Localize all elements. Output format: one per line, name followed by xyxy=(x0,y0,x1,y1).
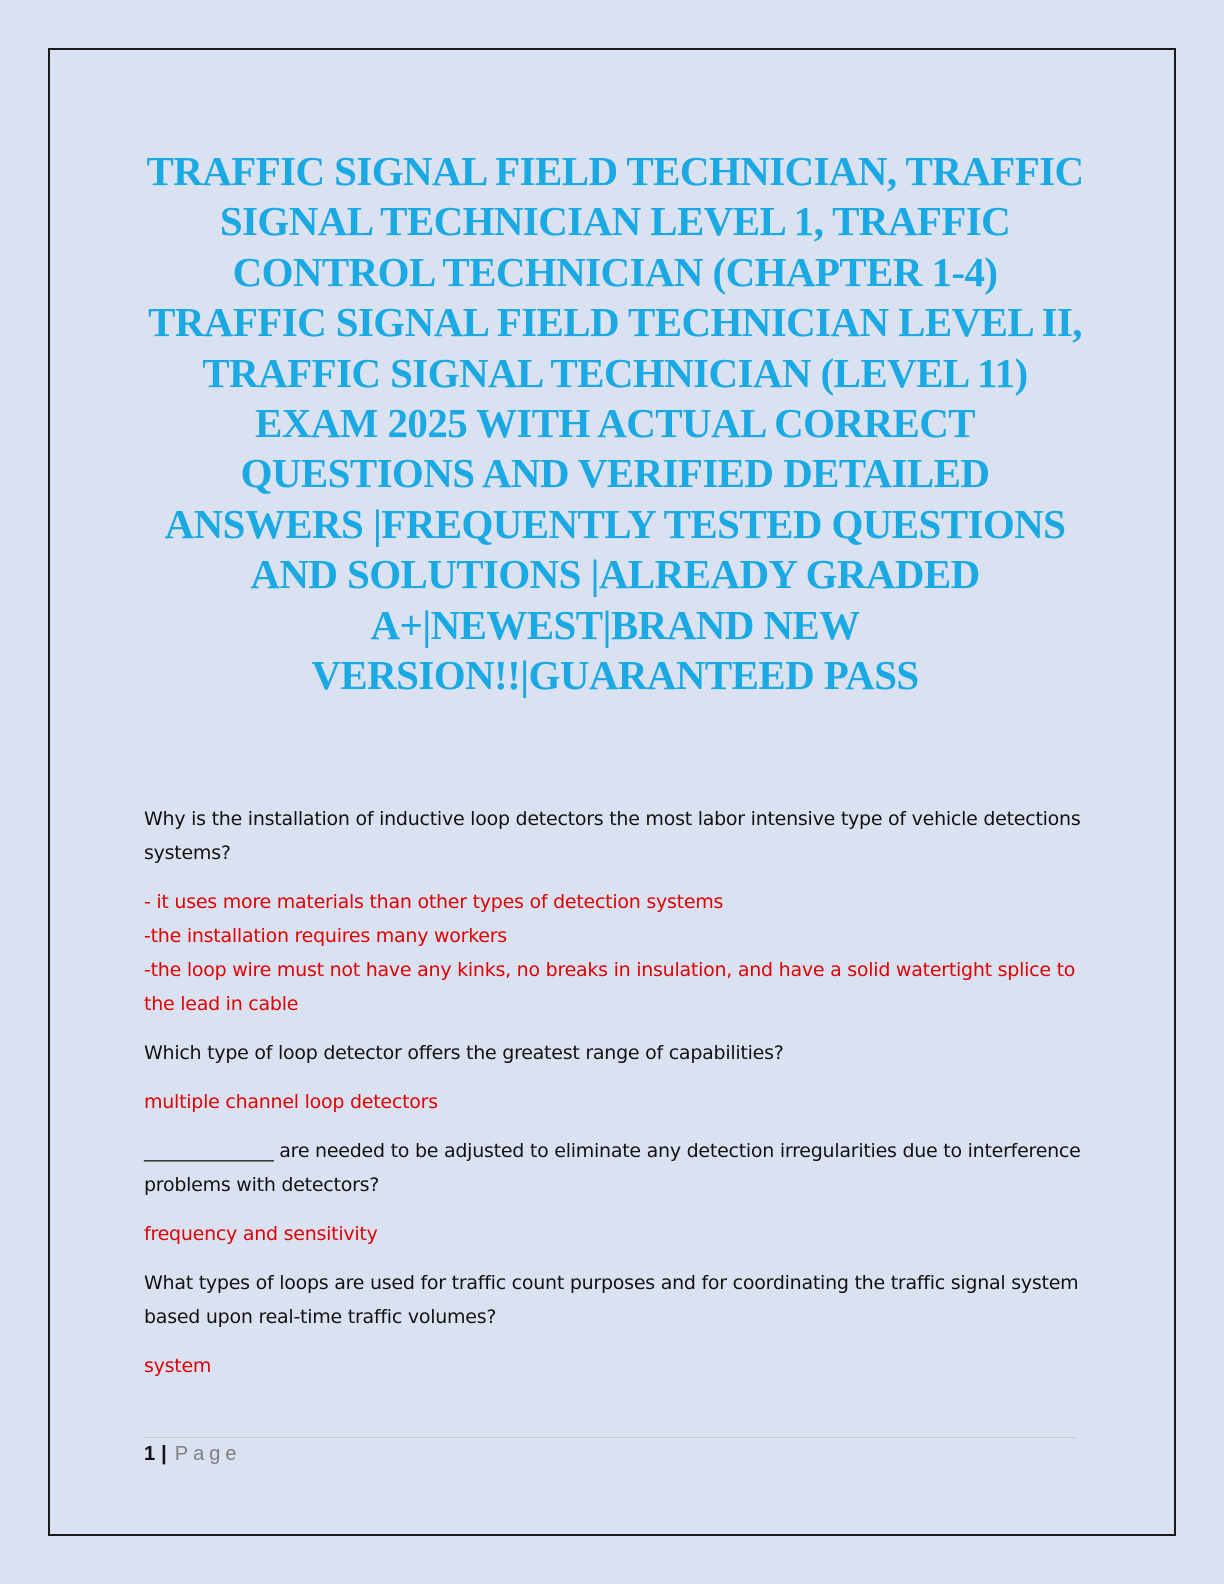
answer-line: frequency and sensitivity xyxy=(144,1223,378,1245)
qa-item xyxy=(144,1134,1084,1251)
page-footer xyxy=(144,1440,241,1468)
answer-line: -the loop wire must not have any kinks, no breaks in insulation, and have a solid watertight splice to the lead in cable xyxy=(144,959,1076,1015)
answer-text xyxy=(144,1217,1084,1251)
qa-list xyxy=(144,802,1084,1398)
answer-line: - it uses more materials than other types of detection systems xyxy=(144,891,724,913)
page-separator: | xyxy=(161,1443,167,1465)
answer-line: system xyxy=(144,1355,212,1377)
answer-text xyxy=(144,1085,1084,1119)
question-text: What types of loops are used for traffic count purposes and for coordinating the traffic signal system based upon real-time traffic volumes? xyxy=(144,1272,1079,1328)
page-label: Page xyxy=(174,1443,242,1465)
question-text: ______________ are needed to be adjusted to eliminate any detection irregularities due to interference problems with detectors? xyxy=(144,1140,1081,1196)
qa-item xyxy=(144,802,1084,1021)
answer-line: multiple channel loop detectors xyxy=(144,1091,438,1113)
document-title: TRAFFIC SIGNAL FIELD TECHNICIAN, TRAFFIC SIGNAL TECHNICIAN LEVEL 1, TRAFFIC CONTROL TECHNICIAN (CHAPTER 1-4) TRAFFIC SIGNAL FIELD TECHNICIAN LEVEL II, TRAFFIC SIGNAL TECHNICIAN (LEVEL 11) EXAM 2025 WITH ACTUAL CORRECT QUESTIONS AND VERIFIED DETAILED ANSWERS |FREQUENTLY TESTED QUESTIONS AND SOLUTIONS |ALREADY GRADED A+|NEWEST|BRAND NEW VERSION!!|GUARANTEED PASS xyxy=(146,148,1084,699)
answer-line: -the installation requires many workers xyxy=(144,925,507,947)
question-text: Why is the installation of inductive loop detectors the most labor intensive type of vehicle detections systems? xyxy=(144,808,1081,864)
answer-text xyxy=(144,1349,1084,1383)
footer-divider xyxy=(144,1437,1076,1438)
qa-item xyxy=(144,1036,1084,1119)
question-text: Which type of loop detector offers the greatest range of capabilities? xyxy=(144,1042,784,1064)
qa-item xyxy=(144,1266,1084,1383)
answer-text xyxy=(144,885,1084,1021)
page-number: 1 xyxy=(144,1443,156,1465)
